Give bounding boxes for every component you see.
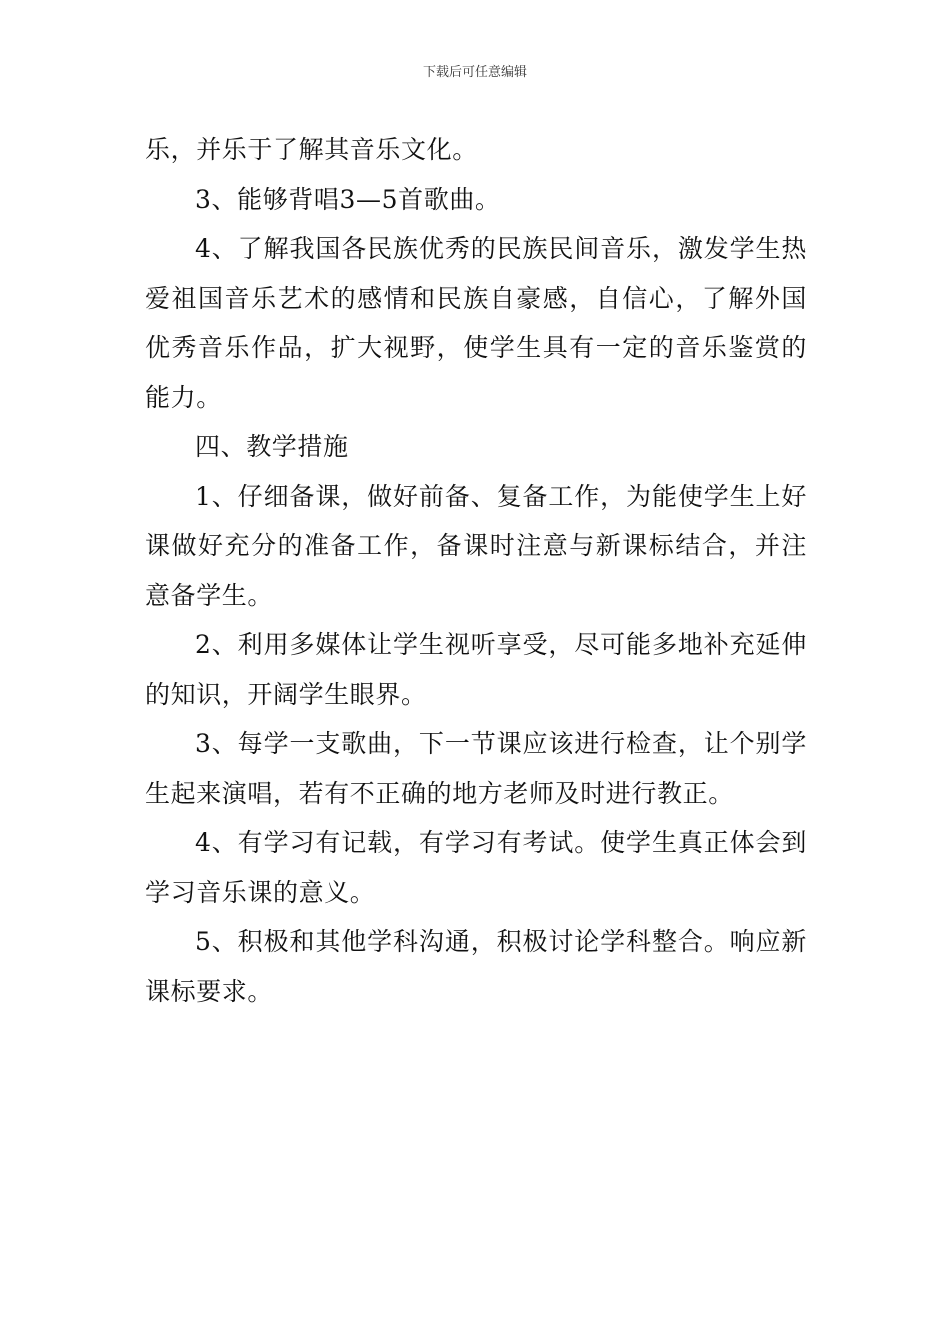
paragraph-measure-2: 2、利用多媒体让学生视听享受，尽可能多地补充延伸的知识，开阔学生眼界。: [145, 630, 807, 709]
paragraph-measure-5: 5、积极和其他学科沟通，积极讨论学科整合。响应新课标要求。: [145, 927, 807, 1006]
paragraph-item-4-folk-music: 4、了解我国各民族优秀的民族民间音乐，激发学生热爱祖国音乐艺术的感情和民族自豪感，自信心，了解外国优秀音乐作品，扩大视野，使学生具有一定的音乐鉴赏的能力。: [145, 234, 807, 412]
paragraph-continuation: 乐，并乐于了解其音乐文化。: [145, 135, 478, 164]
paragraph-measure-1: 1、仔细备课，做好前备、复备工作，为能使学生上好课做好充分的准备工作，备课时注意与新课标结合，并注意备学生。: [145, 481, 807, 610]
document-body: [145, 125, 807, 1016]
paragraph-item-3-songs: 3、能够背唱3—5首歌曲。: [195, 184, 501, 214]
page-header: 下载后可任意编辑: [422, 65, 527, 80]
paragraph-measure-3: 3、每学一支歌曲，下一节课应该进行检查，让个别学生起来演唱，若有不正确的地方老师及时进行教正。: [145, 729, 807, 808]
section-heading-teaching-measures: 四、教学措施: [195, 432, 349, 461]
paragraph-measure-4: 4、有学习有记载，有学习有考试。使学生真正体会到学习音乐课的意义。: [145, 828, 807, 907]
